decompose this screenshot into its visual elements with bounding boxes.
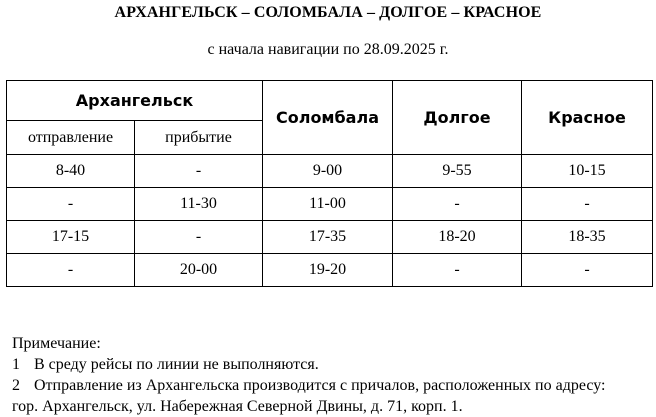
cell-dolgoe: 9-55 <box>393 155 522 188</box>
cell-arrival: - <box>135 221 263 254</box>
table-header-row <box>7 81 653 121</box>
page-subtitle: с начала навигации по 28.09.2025 г. <box>207 41 449 58</box>
header-arrival: прибытие <box>135 121 263 155</box>
cell-dolgoe: 18-20 <box>393 221 522 254</box>
header-krasnoe: Красное <box>522 81 653 155</box>
cell-krasnoe: 10-15 <box>522 155 653 188</box>
cell-departure: 8-40 <box>7 155 135 188</box>
cell-departure: - <box>7 254 135 287</box>
cell-solombala: 19-20 <box>263 254 393 287</box>
cell-krasnoe: 18-35 <box>522 221 653 254</box>
notes-section <box>12 333 605 417</box>
header-solombala: Соломбала <box>263 81 393 155</box>
header-dolgoe: Долгое <box>393 81 522 155</box>
note-item <box>12 354 605 375</box>
table-row <box>7 221 653 254</box>
cell-dolgoe: - <box>393 254 522 287</box>
cell-arrival: - <box>135 155 263 188</box>
note-number: 1 <box>12 356 20 373</box>
table-row <box>7 155 653 188</box>
cell-solombala: 9-00 <box>263 155 393 188</box>
table-row <box>7 254 653 287</box>
cell-solombala: 17-35 <box>263 221 393 254</box>
cell-dolgoe: - <box>393 188 522 221</box>
cell-arrival: 11-30 <box>135 188 263 221</box>
schedule-table <box>6 80 653 287</box>
notes-heading: Примечание: <box>12 335 101 352</box>
header-departure: отправление <box>7 121 135 155</box>
note-number: 2 <box>12 377 20 394</box>
page-title: АРХАНГЕЛЬСК – СОЛОМБАЛА – ДОЛГОЕ – КРАСНОЕ <box>114 4 542 21</box>
note-text: Отправление из Архангельска производится с причалов, расположенных по адресу: <box>34 377 606 394</box>
cell-krasnoe: - <box>522 254 653 287</box>
cell-departure: - <box>7 188 135 221</box>
note-text: В среду рейсы по линии не выполняются. <box>34 356 319 373</box>
cell-departure: 17-15 <box>7 221 135 254</box>
cell-arrival: 20-00 <box>135 254 263 287</box>
cell-solombala: 11-00 <box>263 188 393 221</box>
header-arkhangelsk: Архангельск <box>7 81 263 121</box>
note-item <box>12 375 605 396</box>
note-continuation: гор. Архангельск, ул. Набережная Северной Двины, д. 71, корп. 1. <box>12 398 463 415</box>
cell-krasnoe: - <box>522 188 653 221</box>
table-row <box>7 188 653 221</box>
